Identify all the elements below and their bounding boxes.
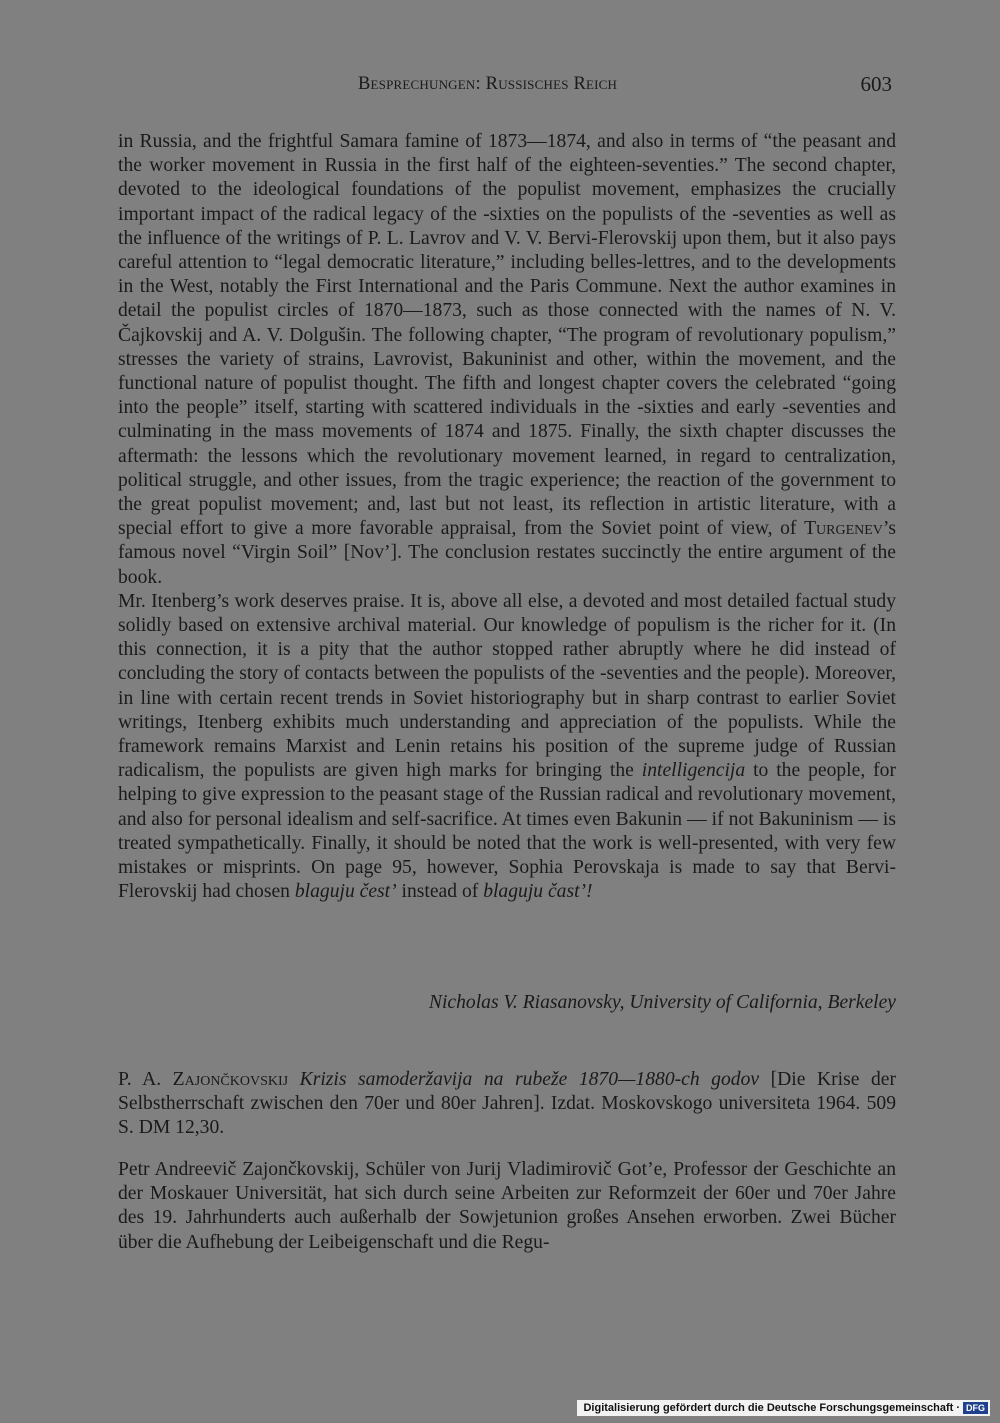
bibliographic-entry [118,1068,896,1141]
footer-text: Digitalisierung gefördert durch die Deutsche Forschungsgemeinschaft · [583,1402,960,1414]
page-number: 603 [860,72,892,96]
review-paragraph: Petr Andreevič Zajončkovskij, Schüler von Jurij Vladimirovič Got’e, Professor der Geschichte an der Moskauer Universität, hat sich durch seine Arbeiten zur Reformzeit der 60er und 70er Jahre des 19. Jahrhunderts auch außerhalb der Sowjetunion großes Ansehen erworben. Zwei Bücher über die Aufhebung der Leibeigenschaft und die Regu- [118,1159,896,1253]
italic-term: intelligencija [641,760,746,782]
digitization-footer [577,1400,990,1416]
author-name-turgenev: Turgenev [804,518,883,540]
review-body [118,130,896,905]
citation-details: [Die Krise der Selbstherrschaft zwischen den 70er und 80er Jahren]. Izdat. Moskovskogo universiteta 1964. 509 S. DM 12,30. [118,1069,896,1139]
review-paragraph [118,590,896,905]
paragraph-text: ’s famous novel “Virgin Soil” [Nov’]. The conclusion restates succinctly the entire argument of the book. [118,518,896,588]
review-paragraph [118,130,896,590]
book-author: P. A. Zajončkovskij [118,1069,289,1090]
running-head [118,74,896,104]
dfg-logo-icon: DFG [963,1402,988,1414]
paragraph-text: instead of [401,881,479,903]
italic-term: blaguju čest’ [294,881,397,903]
citation [118,1068,896,1141]
paragraph-text: Mr. Itenberg’s work deserves praise. It is, above all else, a devoted and most detailed factual study solidly based on extensive archival material. Our knowledge of populism is the richer for it. (In this connection, it is a pity that the author stopped rather abruptly where he did instead of concluding the story of contacts between the populists of the -seventies and the people). Moreover, in line with certain recent trends in Soviet historiography but in sharp contrast to earlier Soviet writings, Itenberg exhibits much understanding and appreciation of the populists. While the framework remains Marxist and Lenin retains his position of the supreme judge of Russian radicalism, the populists are given high marks for bringing the [118,590,896,782]
reviewer-signature: Nicholas V. Riasanovsky, University of California, Berkeley [428,992,896,1013]
paragraph-text: to the people, for helping to give expression to the peasant stage of the Russian radical and revolutionary movement, and also for personal idealism and self-sacrifice. At times even Bakunin — if not Bakuninism — is treated sympathetically. Finally, it should be noted that the work is well-presented, with very few mistakes or misprints. On page 95, however, Sophia Perovskaja is made to say that Bervi-Flerovskij had chosen [118,760,896,903]
running-title: Besprechungen: Russisches Reich [358,74,618,94]
review-body-2 [118,1158,896,1255]
paragraph-text: in Russia, and the frightful Samara famine of 1873—1874, and also in terms of “the peasant and the worker movement in Russia in the first half of the eighteen-seventies.” The second chapter, devoted to the ideological foundations of the populist movement, emphasizes the crucially important impact of the radical legacy of the -sixties on the populists of the -seventies as well as the influence of the writings of P. L. Lavrov and V. V. Bervi-Flerovskij upon them, but it also pays careful attention to “legal democratic literature,” including belles-lettres, and to the developments in the West, notably the First International and the Paris Commune. Next the author examines in detail the populist circles of 1870—1873, such as those connected with the names of N. V. Čajkovskij and A. V. Dolgušin. The following chapter, “The program of revolutionary populism,” stresses the variety of strains, Lavrovist, Bakuninist and other, within the movement, and the functional nature of populist thought. The fifth and longest chapter covers the celebrated “going into the people” itself, starting with scattered individuals in the -sixties and early -seventies and culminating in the mass movements of 1874 and 1875. Finally, the sixth chapter discusses the aftermath: the lessons which the revolutionary movement learned, in regard to centralization, political struggle, and other issues, from the tragic experience; the reaction of the government to the great populist movement; and, last but not least, its reflection in artistic literature, with a special effort to give a more favorable appraisal, from the Soviet point of view, of [118,131,896,540]
book-title: Krizis samoderžavija na rubeže 1870—1880-ch godov [299,1069,760,1090]
italic-term: blaguju čast’! [483,881,593,903]
